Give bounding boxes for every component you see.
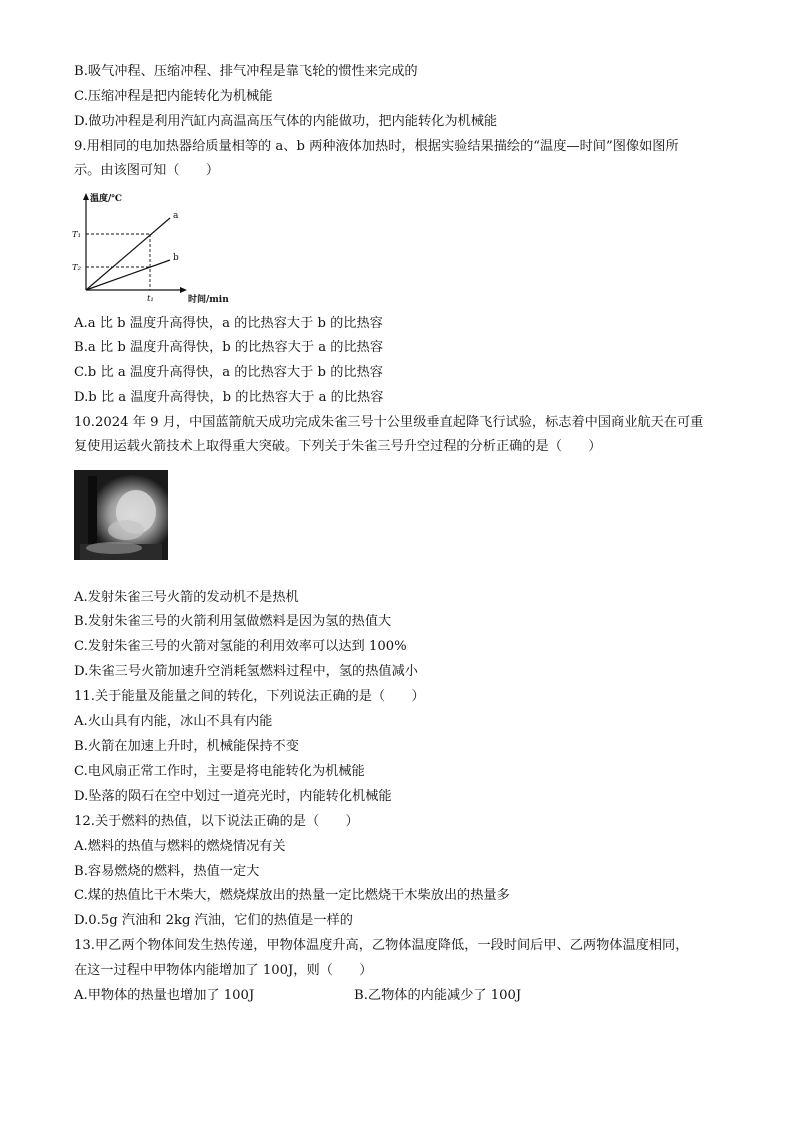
q8-option-b: B.吸气冲程、压缩冲程、排气冲程是靠飞轮的惯性来完成的 — [74, 64, 418, 79]
q10-option-b: B.发射朱雀三号的火箭利用氢做燃料是因为氢的热值大 — [74, 614, 392, 629]
q12-stem: 12.关于燃料的热值，以下说法正确的是（ ） — [74, 814, 359, 829]
q10-stem-line2: 复使用运载火箭技术上取得重大突破。下列关于朱雀三号升空过程的分析正确的是（ ） — [74, 439, 602, 454]
label-b: b — [173, 253, 179, 263]
q9-stem-line1: 9.用相同的电加热器给质量相等的 a、b 两种液体加热时，根据实验结果描绘的“温度—时间”图像如图所 — [74, 139, 679, 154]
tick-t2-temp: T₂ — [72, 263, 82, 273]
q13-stem-line1: 13.甲乙两个物体间发生热传递，甲物体温度升高，乙物体温度降低，一段时间后甲、乙两物体温度相同， — [74, 938, 689, 953]
x-axis-label: 时间/min — [188, 295, 229, 305]
q12-option-d: D.0.5g 汽油和 2kg 汽油，它们的热值是一样的 — [74, 913, 353, 928]
q12-option-a: A.燃料的热值与燃料的燃烧情况有关 — [74, 839, 286, 854]
q13-option-a: A.甲物体的热量也增加了 100J — [74, 988, 255, 1003]
q9-option-c: C.b 比 a 温度升高得快，a 的比热容大于 b 的比热容 — [74, 365, 383, 380]
q8-option-c: C.压缩冲程是把内能转化为机械能 — [74, 89, 273, 104]
q9-stem-line2: 示。由该图可知（ ） — [74, 163, 220, 178]
q10-option-d: D.朱雀三号火箭加速升空消耗氢燃料过程中，氢的热值减小 — [74, 664, 418, 679]
temperature-time-graph — [70, 190, 240, 308]
tick-t1-time: t₁ — [147, 294, 154, 304]
q9-option-a: A.a 比 b 温度升高得快，a 的比热容大于 b 的比热容 — [74, 316, 383, 331]
q11-option-d: D.坠落的陨石在空中划过一道亮光时，内能转化机械能 — [74, 789, 392, 804]
q10-stem-line1: 10.2024 年 9 月，中国蓝箭航天成功完成朱雀三号十公里级垂直起降飞行试验，标志着中国商业航天在可重 — [74, 415, 704, 430]
q11-option-a: A.火山具有内能，冰山不具有内能 — [74, 714, 273, 729]
q11-stem: 11.关于能量及能量之间的转化，下列说法正确的是（ ） — [74, 689, 425, 704]
q13-option-b: B.乙物体的内能减少了 100J — [354, 988, 522, 1003]
q11-option-c: C.电风扇正常工作时，主要是将电能转化为机械能 — [74, 764, 365, 779]
line-b — [86, 260, 170, 290]
tick-t1-temp: T₁ — [72, 230, 82, 240]
q13-options-row — [74, 986, 734, 1006]
line-a — [86, 218, 170, 290]
rocket-launch-photo — [74, 470, 168, 560]
q9-option-b: B.a 比 b 温度升高得快，b 的比热容大于 a 的比热容 — [74, 340, 384, 355]
q12-option-b: B.容易燃烧的燃料，热值一定大 — [74, 864, 260, 879]
y-axis-label: 温度/℃ — [90, 194, 123, 204]
q10-option-a: A.发射朱雀三号火箭的发动机不是热机 — [74, 590, 299, 605]
q10-option-c: C.发射朱雀三号的火箭对氢能的利用效率可以达到 100% — [74, 639, 407, 654]
q8-option-d: D.做功冲程是利用汽缸内高温高压气体的内能做功，把内能转化为机械能 — [74, 114, 498, 129]
q12-option-c: C.煤的热值比干木柴大，燃烧煤放出的热量一定比燃烧干木柴放出的热量多 — [74, 888, 510, 903]
q13-stem-line2: 在这一过程中甲物体内能增加了 100J，则（ ） — [74, 963, 373, 978]
label-a: a — [173, 211, 179, 221]
q9-option-d: D.b 比 a 温度升高得快，b 的比热容大于 a 的比热容 — [74, 390, 384, 405]
q11-option-b: B.火箭在加速上升时，机械能保持不变 — [74, 739, 299, 754]
